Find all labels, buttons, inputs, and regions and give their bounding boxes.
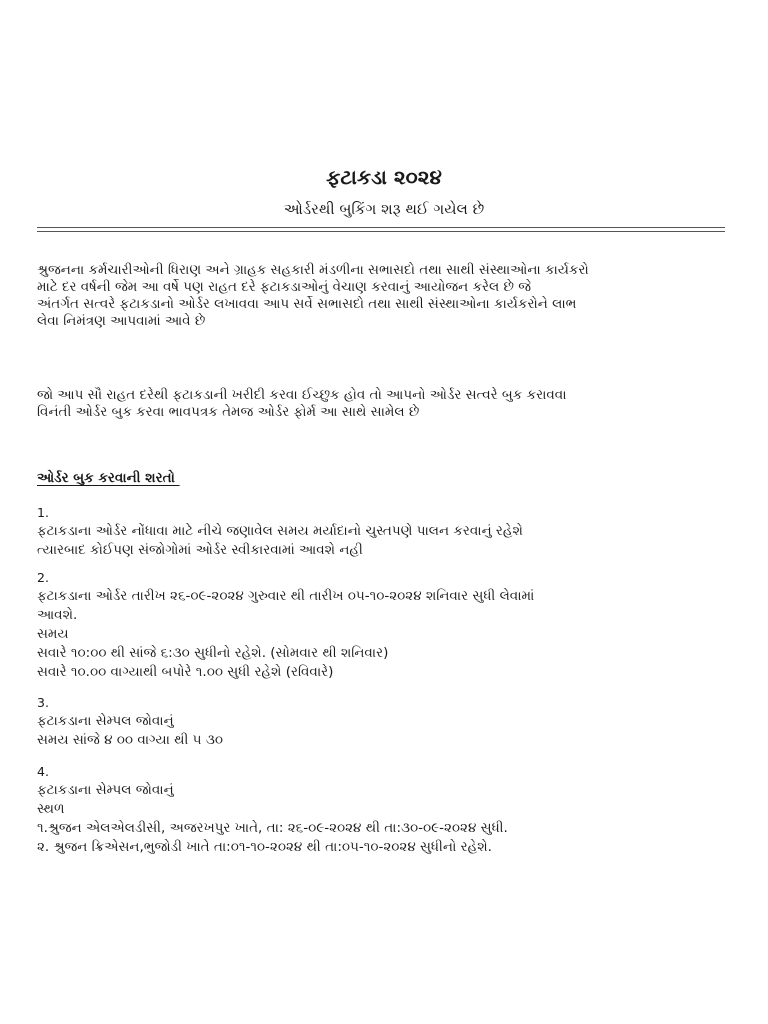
condition-line: ત્યારબાદ કોઈપણ સંજોગોમાં ઓર્ડર સ્વીકારવામાં આવશે નહી — [37, 542, 363, 558]
condition-line: સમય — [37, 626, 69, 642]
paragraph-line: જો આપ સૌ રાહત દરેથી ફટાકડાની ખરીદી કરવા ઈચ્છુક હોવ તો આપનો ઓર્ડર સત્વરે બુક કરાવવા — [37, 387, 567, 403]
divider-line — [37, 227, 725, 228]
condition-line: સવારે ૧૦.૦૦ વાગ્યાથી બપોરે ૧.૦૦ સુધી રહેશે (રવિવારે) — [37, 664, 334, 680]
condition-line: ફટાકડાના ઓર્ડર નોંધાવા માટે નીચે જણાવેલ સમય મર્યાદાનો ચુસ્તપણે પાલન કરવાનું રહેશે — [37, 523, 523, 539]
document-title: ફટાકડા ૨૦૨૪ — [326, 165, 442, 189]
condition-line: ફટાકડાના સેમ્પલ જોવાનું — [37, 782, 174, 798]
condition-line: ૨. શ્રુજન ક્રિએસન,ભુજોડી ખાતે તા:૦૧-૧૦-૨૦૨૪ થી તા:૦૫-૧૦-૨૦૨૪ સુધીનો રહેશે. — [37, 839, 492, 855]
paragraph-line: વિનંતી ઓર્ડર બુક કરવા ભાવપત્રક તેમજ ઓર્ડર ફોર્મ આ સાથે સામેલ છે — [37, 404, 420, 420]
condition-number: 2. — [37, 570, 49, 585]
condition-item-3 — [37, 693, 737, 750]
condition-number: 4. — [37, 764, 49, 779]
conditions-heading: ઓર્ડર બુક કરવાની શરતો — [37, 470, 180, 486]
divider-line — [37, 231, 725, 232]
condition-line: ફટાકડાના સેમ્પલ જોવાનું — [37, 713, 174, 729]
paragraph-line: શ્રુજનના કર્મચારીઓની ધિરાણ અને ગ્રાહક સહકારી મંડળીના સભાસદો તથા સાથી સંસ્થાઓના કાર્યકરો — [37, 262, 589, 278]
intro-paragraph — [37, 262, 737, 330]
condition-line: આવશે. — [37, 607, 78, 623]
condition-item-2 — [37, 568, 737, 682]
condition-line: ફટાકડાના ઓર્ડર તારીખ ૨૬-૦૯-૨૦૨૪ ગુરુવાર થી તારીખ ૦૫-૧૦-૨૦૨૪ શનિવાર સુધી લેવામાં — [37, 588, 535, 604]
document-subtitle: ઓર્ડરથી બુકિંગ શરૂ થઈ ગયેલ છે — [283, 200, 485, 218]
condition-line: સ્થળ — [37, 801, 65, 817]
condition-number: 3. — [37, 695, 49, 710]
paragraph-line: માટે દર વર્ષની જેમ આ વર્ષે પણ રાહત દરે ફટાકડાઓનું વેચાણ કરવાનું આયોજન કરેલ છે જે — [37, 279, 532, 295]
condition-number: 1. — [37, 505, 49, 520]
condition-line: સવારે ૧૦:૦૦ થી સાંજે ૬:૩૦ સુધીનો રહેશે. (સોમવાર થી શનિવાર) — [37, 645, 389, 661]
condition-line: ૧.શ્રુજન એલએલડીસી, અજરખપુર ખાતે, તા: ૨૬-૦૯-૨૦૨૪ થી તા:૩૦-૦૯-૨૦૨૪ સુધી. — [37, 820, 508, 836]
paragraph-line: અંતર્ગત સત્વરે ફટાકડાનો ઓર્ડર લખાવવા આપ સર્વે સભાસદો તથા સાથી સંસ્થાઓના કાર્યકરોને લાભ — [37, 296, 577, 312]
condition-line: સમય સાંજે ૪ ૦૦ વાગ્યા થી ૫ ૩૦ — [37, 732, 223, 748]
condition-item-1 — [37, 503, 737, 560]
request-paragraph — [37, 387, 737, 421]
condition-item-4 — [37, 762, 737, 857]
paragraph-line: લેવા નિમંત્રણ આપવામાં આવે છે — [37, 313, 206, 329]
